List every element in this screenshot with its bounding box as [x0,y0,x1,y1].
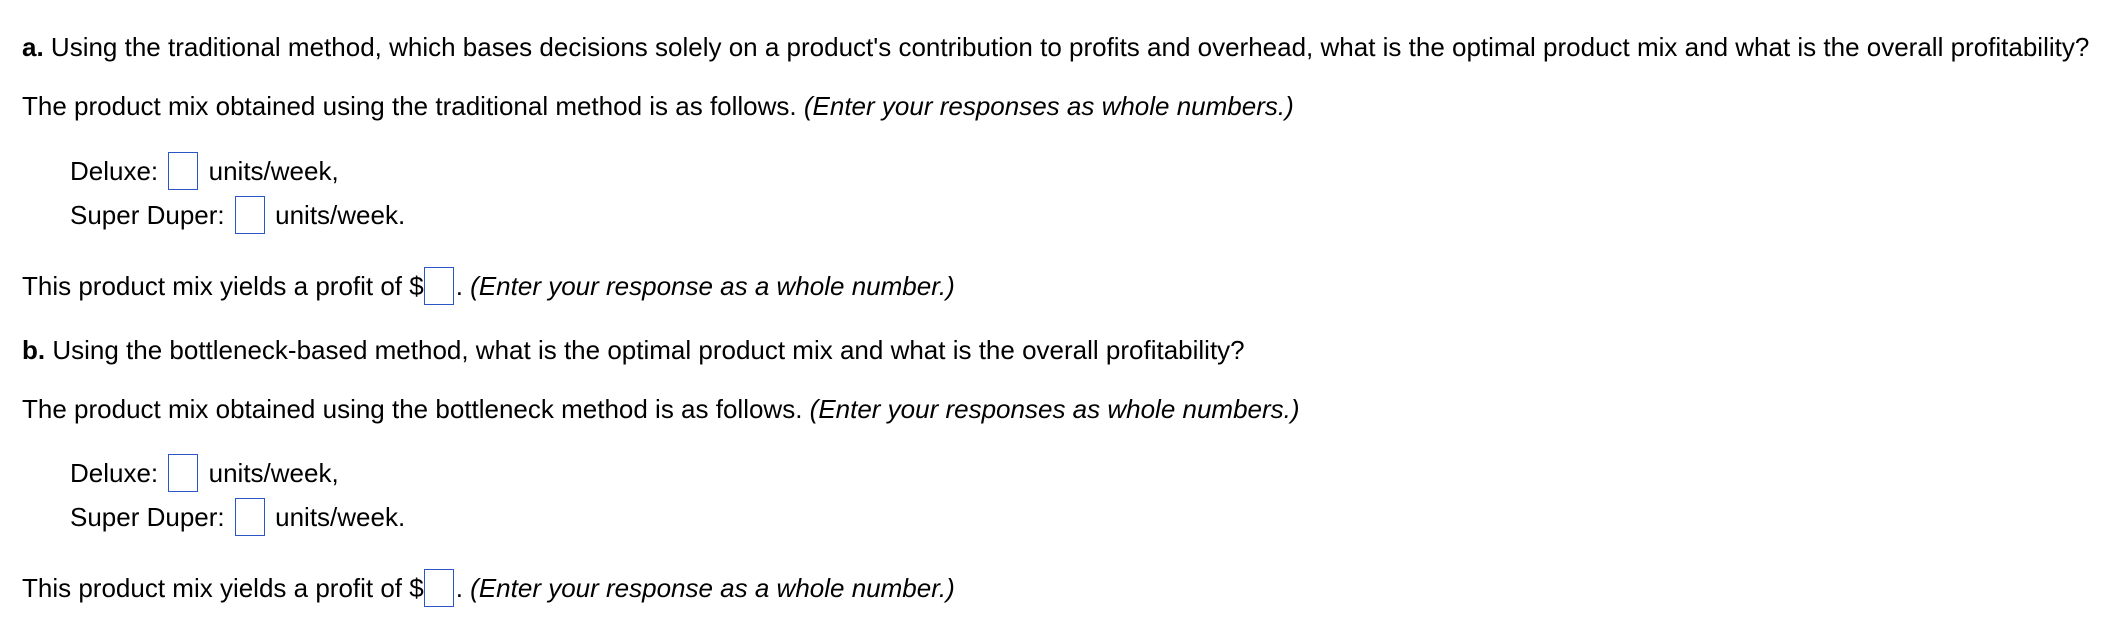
part-a-profit-prefix: This product mix yields a profit of $ [22,271,424,301]
part-b-mix-intro-text: The product mix obtained using the bottleneck method is as follows. [22,394,810,424]
part-a-question [22,30,2089,64]
part-b-deluxe-row [70,456,339,494]
part-a-profit-input[interactable] [424,267,454,305]
part-a-deluxe-input[interactable] [168,152,198,190]
part-a-mix-intro [22,89,1294,123]
part-b-deluxe-input[interactable] [168,454,198,492]
part-a-profit-suffix: . [455,271,471,301]
part-b-super-row [70,500,405,538]
part-a-deluxe-row [70,154,339,192]
part-a-super-row [70,198,405,236]
part-b-super-unit: units/week. [275,502,406,532]
part-a-mix-hint: (Enter your responses as whole numbers.) [803,91,1294,121]
part-b-question-text: Using the bottleneck-based method, what is the optimal product mix and what is the overall profitability? [45,335,1245,365]
part-b-deluxe-label: Deluxe: [70,458,159,488]
part-b-profit-row [22,571,955,609]
part-b-super-input[interactable] [235,498,265,536]
part-a-deluxe-unit: units/week, [208,156,339,186]
part-a-super-label: Super Duper: [70,200,225,230]
part-b-super-label: Super Duper: [70,502,225,532]
part-b-mix-hint: (Enter your responses as whole numbers.) [809,394,1300,424]
part-b-mix-intro [22,392,1300,426]
part-a-super-input[interactable] [235,196,265,234]
part-a-question-text: Using the traditional method, which bases decisions solely on a product's contribution to profits and overhead, what is the optimal product mix and what is the overall profitability? [43,32,2090,62]
part-a-deluxe-label: Deluxe: [70,156,159,186]
part-b-profit-hint: (Enter your response as a whole number.) [470,573,955,603]
part-a-letter: a. [22,32,44,62]
part-b-profit-input[interactable] [424,569,454,607]
part-b-profit-prefix: This product mix yields a profit of $ [22,573,424,603]
part-b-letter: b. [22,335,46,365]
part-a-super-unit: units/week. [275,200,406,230]
part-a-profit-row [22,269,955,307]
part-b-deluxe-unit: units/week, [208,458,339,488]
part-a-mix-intro-text: The product mix obtained using the traditional method is as follows. [22,91,804,121]
part-a-profit-hint: (Enter your response as a whole number.) [470,271,955,301]
part-b-question [22,333,1245,367]
part-b-profit-suffix: . [455,573,471,603]
